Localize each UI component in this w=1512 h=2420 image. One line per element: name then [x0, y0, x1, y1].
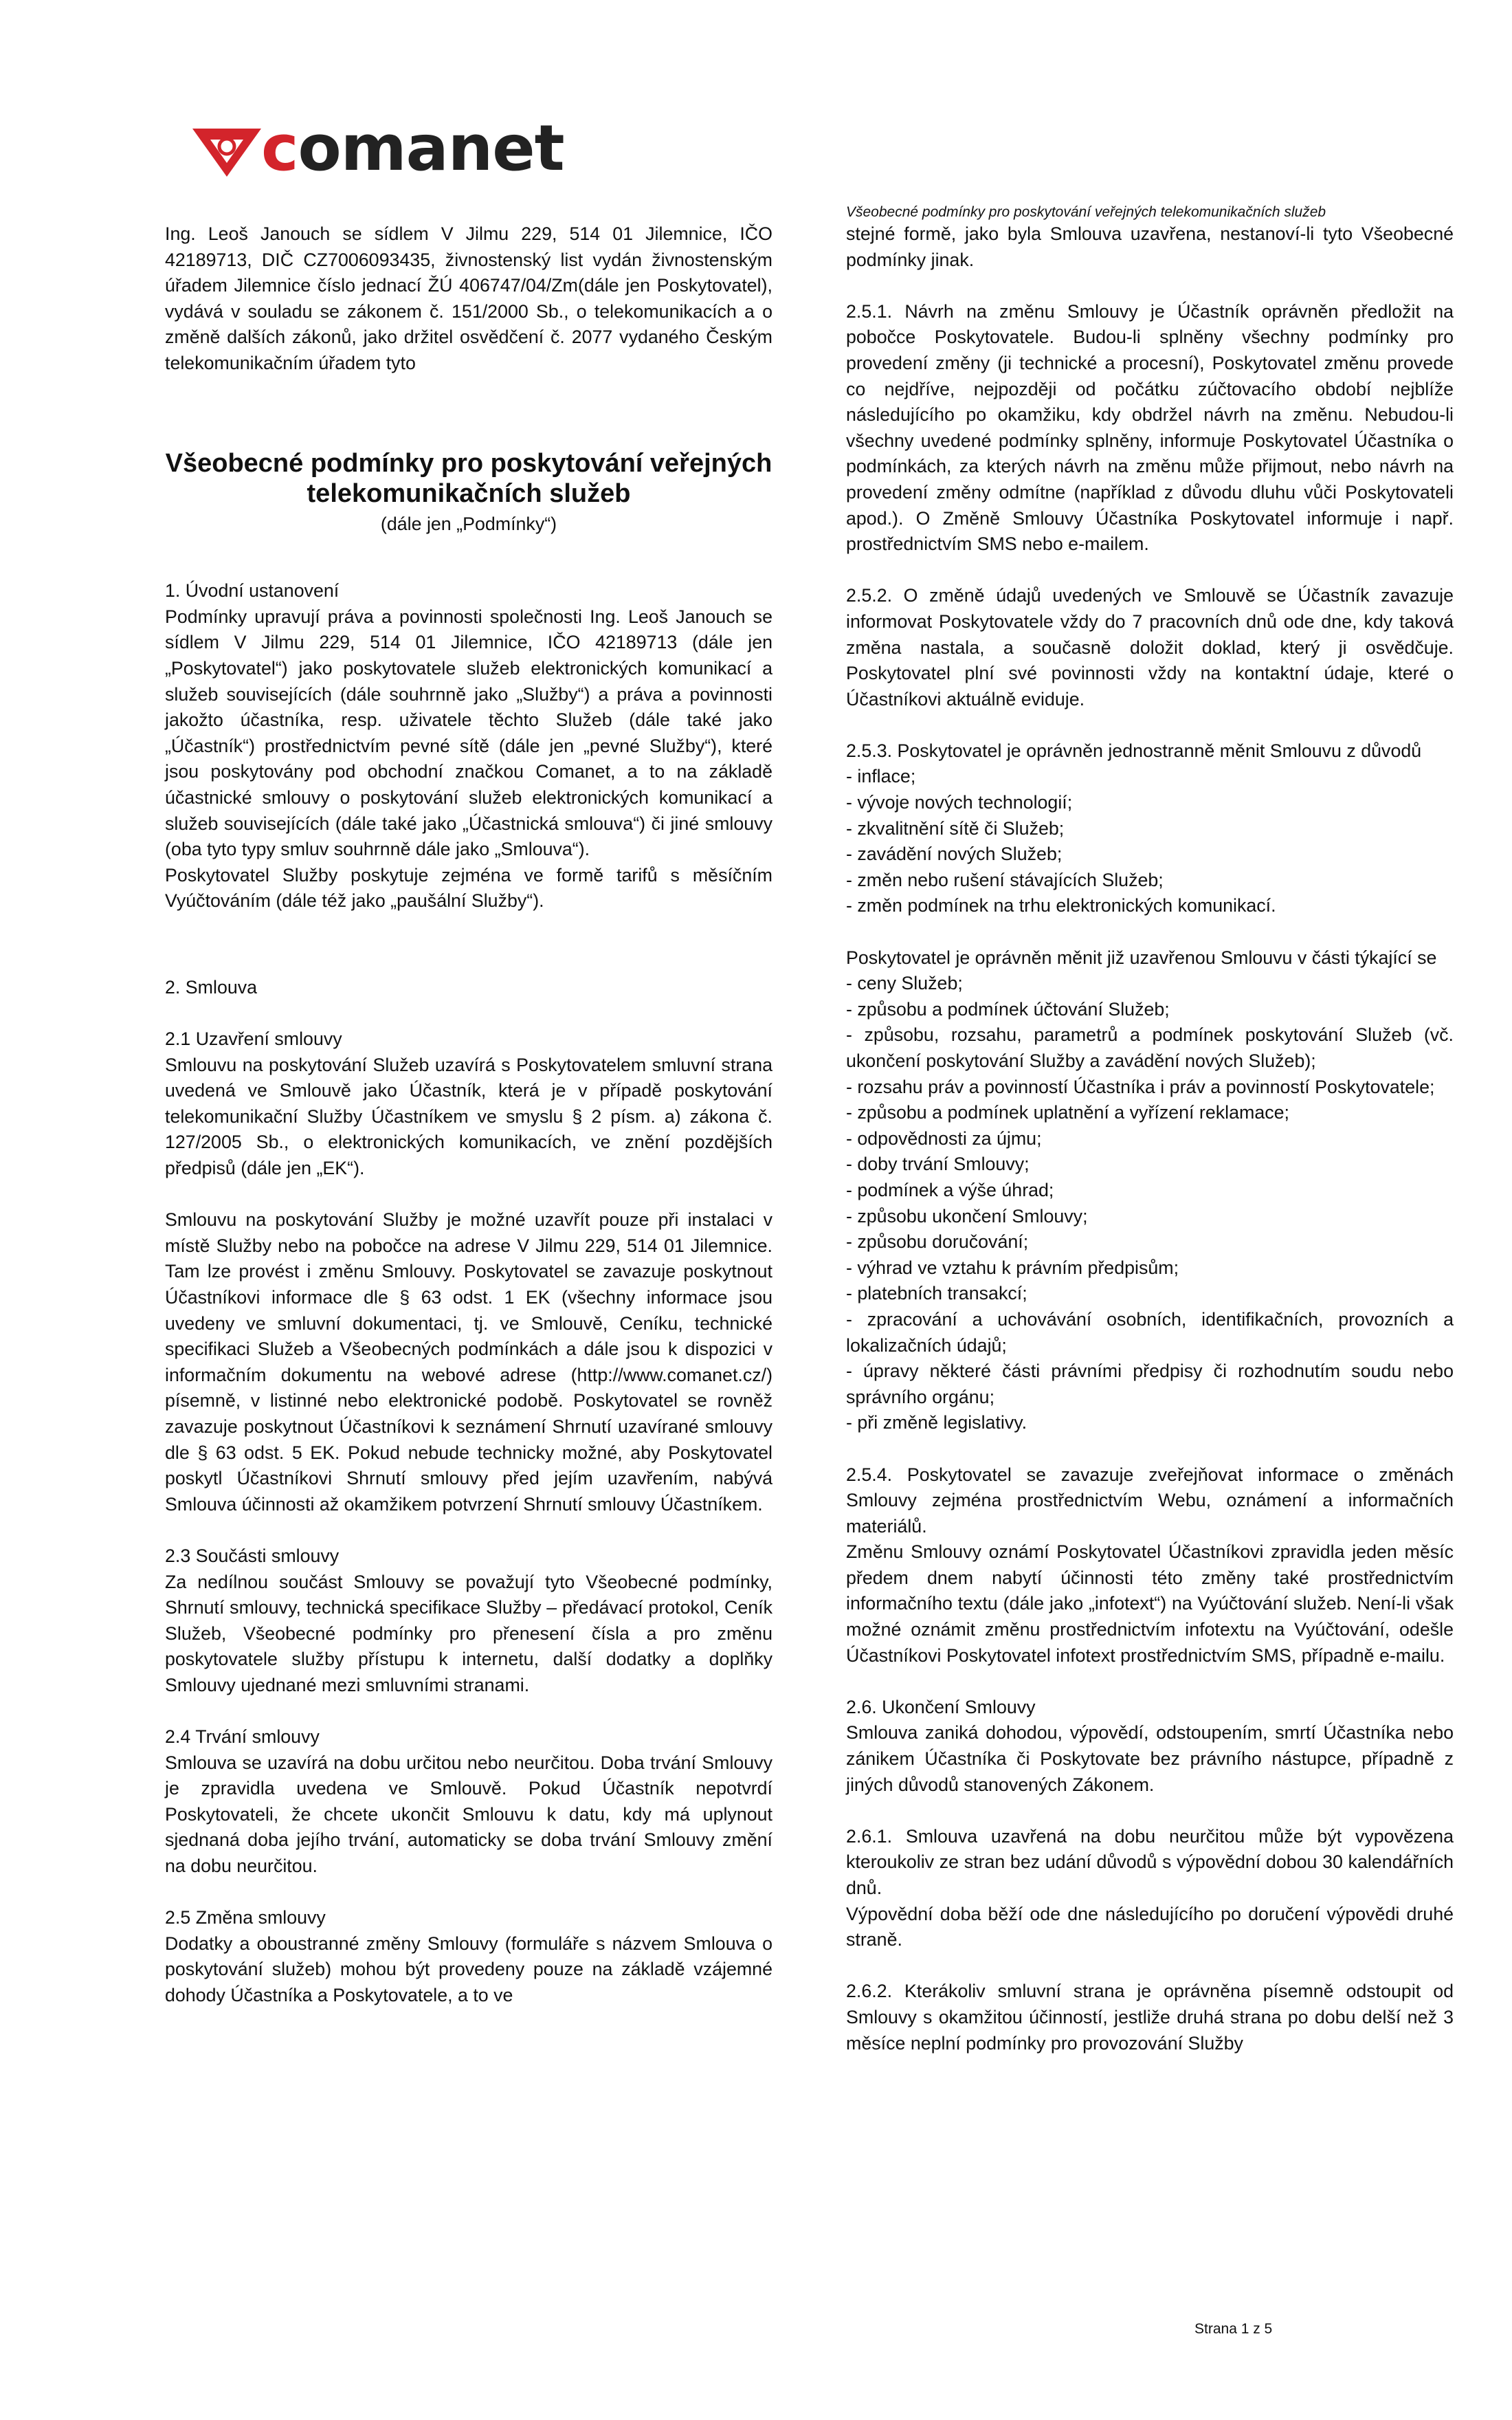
section-2-5-paragraph: Dodatky a oboustranné změny Smlouvy (formuláře s názvem Smlouva o poskytování služeb) mohou být provedeny pouze na základě vzájemné dohody Účastníka a Poskytovatele, a to ve: [165, 1933, 772, 2006]
section-2-3-heading: 2.3 Součásti smlouvy: [165, 1545, 340, 1566]
list-item: - doby trvání Smlouvy;: [846, 1154, 1030, 1175]
list-item: - platebních transakcí;: [846, 1283, 1027, 1304]
document-subtitle: (dále jen „Podmínky“): [380, 513, 557, 534]
comanet-logo-text: comanet: [261, 111, 564, 185]
section-2-5-1-paragraph: 2.5.1. Návrh na změnu Smlouvy je Účastník oprávněn předložit na pobočce Poskytovatele. Budou-li splněny všechny podmínky pro provedení změny (ji technické a procesní), Poskytovatel změnu provede co nejdříve, nejpozději od počátku zúčtovacího období nejblíže následujícího po okamžiku, kdy obdržel návrh na změnu. Nebudou-li všechny uvedené podmínky splněny, informuje Poskytovatel Účastníka o podmínkách, za kterých návrh na změnu může přijmout, nebo návrh na provedení změny odmítne (například z důvodu dluhu vůči Poskytovateli apod.). O Změně Smlouvy Účastníka Poskytovatel informuje i např. prostřednictvím SMS nebo e-mailem.: [846, 300, 1454, 555]
section-2-6-paragraph: Smlouva zaniká dohodou, výpovědí, odstoupením, smrtí Účastníka nebo zánikem Účastníka či Poskytovate bez právního nástupce, případně z jiných důvodů stanovených Zákonem.: [846, 1722, 1454, 1795]
section-2-1-heading: 2.1 Uzavření smlouvy: [165, 1028, 342, 1050]
section-2-5-3-list: [846, 764, 1454, 919]
section-2-6-2-paragraph: 2.6.2. Kterákoliv smluvní strana je oprávněna písemně odstoupit od Smlouvy s okamžitou účinností, jestliže druhá strana po dobu delší než 3 měsíce neplní podmínky pro provozování Služby: [846, 1981, 1454, 2054]
document-title: Všeobecné podmínky pro poskytování veřejných telekomunikačních služeb: [165, 448, 772, 508]
section-2-5-4-paragraph-2: Změnu Smlouvy oznámí Poskytovatel Účastníkovi zpravidla jeden měsíc předem dnem nabytí účinnosti této změny také prostřednictvím informačního textu (dále jako „infotext“) na Vyúčtování služeb. Není-li však možné oznámit změnu prostřednictvím infotextu na Vyúčtování, odešle Účastníkovi Poskytovatel infotext prostřednictvím SMS, případně e-mailu.: [846, 1541, 1454, 1666]
section-2-6-heading: 2.6. Ukončení Smlouvy: [846, 1696, 1036, 1717]
list-item: - úpravy některé části právními předpisy či rozhodnutím soudu nebo správního orgánu;: [846, 1361, 1454, 1407]
section-2-4-paragraph: Smlouva se uzavírá na dobu určitou nebo neurčitou. Doba trvání Smlouvy je zpravidla uvedena ve Smlouvě. Pokud Účastník nepotvrdí Poskytovateli, že chcete ukončit Smlouvu k datu, kdy má uplynout sjednaná doba jejího trvání, automaticky se doba trvání Smlouvy změní na dobu neurčitou.: [165, 1752, 772, 1877]
comanet-logo-mark-icon: [190, 119, 264, 178]
section-2-3-paragraph: Za nedílnou součást Smlouvy se považují tyto Všeobecné podmínky, Shrnutí smlouvy, technická specifikace Služby – předávací protokol, Ceník Služeb, Všeobecné podmínky pro přenesení čísla a pro změnu poskytovatele služby přístupu k internetu, další dodatky a doplňky Smlouvy ujednané mezi smluvními stranami.: [165, 1571, 772, 1695]
change-scope-list: [846, 971, 1454, 1436]
list-item: - zavádění nových Služeb;: [846, 844, 1063, 865]
comanet-logo: [190, 111, 564, 185]
list-item: - odpovědnosti za újmu;: [846, 1128, 1042, 1149]
list-item: - vývoje nových technologií;: [846, 792, 1073, 813]
section-2-4-heading: 2.4 Trvání smlouvy: [165, 1726, 320, 1748]
section-2-5-3-intro: 2.5.3. Poskytovatel je oprávněn jednostranně měnit Smlouvu z důvodů: [846, 740, 1422, 761]
list-item: - způsobu a podmínek uplatnění a vyřízení reklamace;: [846, 1102, 1289, 1123]
list-item: - při změně legislativy.: [846, 1412, 1027, 1433]
list-item: - inflace;: [846, 766, 916, 787]
list-item: - výhrad ve vztahu k právním předpisům;: [846, 1257, 1179, 1278]
left-column: [165, 221, 772, 2009]
section-2-1-paragraph: Smlouvu na poskytování Služeb uzavírá s Poskytovatelem smluvní strana uvedená ve Smlouvě jako Účastník, která je v případě poskytování telekomunikační Služby Účastníkem ve smyslu § 2 písm. a) zákona č. 127/2005 Sb., o elektronických komunikacích, ve znění pozdějších předpisů (dále jen „EK“).: [165, 1054, 772, 1179]
right-column: [846, 221, 1454, 2056]
list-item: - způsobu, rozsahu, parametrů a podmínek poskytování Služeb (vč. ukončení poskytování Služby a zavádění nových Služeb);: [846, 1024, 1454, 1071]
running-header: Všeobecné podmínky pro poskytování veřejných telekomunikačních služeb: [846, 204, 1326, 220]
section-2-1-paragraph-2: Smlouvu na poskytování Služby je možné uzavřít pouze při instalaci v místě Služby nebo na pobočce na adrese V Jilmu 229, 514 01 Jilemnice. Tam lze provést i změnu Smlouvy. Poskytovatel se zavazuje poskytnout Účastníkovi informace dle § 63 odst. 1 EK (všechny informace jsou uvedeny ve smluvní dokumentaci, tj. ve Smlouvě, Ceníku, technické specifikaci Služeb a Všeobecných podmínkách a dále jsou k dispozici v informačním dokumentu na webové adrese (http://www.comanet.cz/) písemně, v listinné nebo elektronické podobě. Poskytovatel se rovněž zavazuje poskytnout Účastníkovi k seznámení Shrnutí uzavírané smlouvy dle § 63 odst. 5 EK. Pokud nebude technicky možné, aby Poskytovatel poskytl Účastníkovi Shrnutí smlouvy před jejím uzavřením, nabývá Smlouva účinnosti až okamžikem potvrzení Shrnutí smlouvy Účastníkem.: [165, 1209, 772, 1515]
list-item: - podmínek a výše úhrad;: [846, 1179, 1054, 1200]
list-item: - rozsahu práv a povinností Účastníka i práv a povinností Poskytovatele;: [846, 1076, 1435, 1097]
title-block: [165, 448, 772, 538]
intro-paragraph: Ing. Leoš Janouch se sídlem V Jilmu 229, 514 01 Jilemnice, IČO 42189713, DIČ CZ7006093435, živnostenský list vydán živnostenským úřadem Jilemnice číslo jednací ŽÚ 406747/04/Zm(dále jen Poskytovatel), vydává v souladu se zákonem č. 151/2000 Sb., o telekomunikacích a o změně dalších zákonů, jako držitel osvědčení č. 2077 vydaného Českým telekomunikačním úřadem tyto: [165, 223, 772, 373]
section-1-paragraph: Podmínky upravují práva a povinnosti společnosti Ing. Leoš Janouch se sídlem V Jilmu 229, 514 01 Jilemnice, IČO 42189713 (dále jen „Poskytovatel“) jako poskytovatele služeb elektronických komunikací a služeb souvisejících (dále souhrnně jako „Služby“) a práva a povinnosti jakožto účastníka, resp. uživatele těchto Služeb (dále také jako „Účastník“) prostřednictvím pevné sítě (dále jen „pevné Služby“), které jsou poskytovány pod obchodní značkou Comanet, a to na základě účastnické smlouvy o poskytování služeb elektronických komunikací a služeb souvisejících (dále také jako „Účastnická smlouva“) či jiné smlouvy (oba tyto typy smluv souhrnně dále jako „Smlouva“).: [165, 606, 772, 860]
section-1-paragraph-2: Poskytovatel Služby poskytuje zejména ve formě tarifů s měsíčním Vyúčtováním (dále též jako „paušální Služby“).: [165, 864, 772, 912]
section-2-5-4-paragraph: 2.5.4. Poskytovatel se zavazuje zveřejňovat informace o změnách Smlouvy zejména prostřednictvím Webu, oznámení a informačních materiálů.: [846, 1464, 1454, 1537]
section-2-5-2-paragraph: 2.5.2. O změně údajů uvedených ve Smlouvě se Účastník zavazuje informovat Poskytovatele vždy do 7 pracovních dnů ode dne, kdy taková změna nastala, a současně doložit doklad, který ji osvědčuje. Poskytovatel plní své povinnosti vždy na kontaktní údaje, které o Účastníkovi aktuálně eviduje.: [846, 585, 1454, 710]
list-item: - ceny Služeb;: [846, 973, 963, 994]
section-1-heading: 1. Úvodní ustanovení: [165, 580, 340, 602]
section-2-6-1-paragraph-2: Výpovědní doba běží ode dne následujícího po doručení výpovědi druhé straně.: [846, 1903, 1454, 1950]
list-item: - způsobu doručování;: [846, 1231, 1029, 1253]
list-item: - způsobu a podmínek účtování Služeb;: [846, 998, 1170, 1020]
list-item: - způsobu ukončení Smlouvy;: [846, 1205, 1088, 1226]
list-item: - změn podmínek na trhu elektronických komunikací.: [846, 895, 1276, 916]
continued-paragraph: stejné formě, jako byla Smlouva uzavřena, nestanoví-li tyto Všeobecné podmínky jinak.: [846, 223, 1454, 270]
section-2-heading: 2. Smlouva: [165, 976, 258, 998]
list-item: - změn nebo rušení stávajících Služeb;: [846, 869, 1164, 890]
change-scope-intro: Poskytovatel je oprávněn měnit již uzavřenou Smlouvu v části týkající se: [846, 947, 1437, 968]
list-item: - zpracování a uchovávání osobních, identifikačních, provozních a lokalizačních údajů;: [846, 1308, 1454, 1356]
section-2-6-1-paragraph: 2.6.1. Smlouva uzavřená na dobu neurčitou může být vypovězena kteroukoliv ze stran bez udání důvodů s výpovědní dobou 30 kalendářních dnů.: [846, 1825, 1454, 1898]
section-2-5-heading: 2.5 Změna smlouvy: [165, 1907, 326, 1928]
list-item: - zkvalitnění sítě či Služeb;: [846, 817, 1065, 839]
page-number: Strana 1 z 5: [1194, 2321, 1273, 2337]
